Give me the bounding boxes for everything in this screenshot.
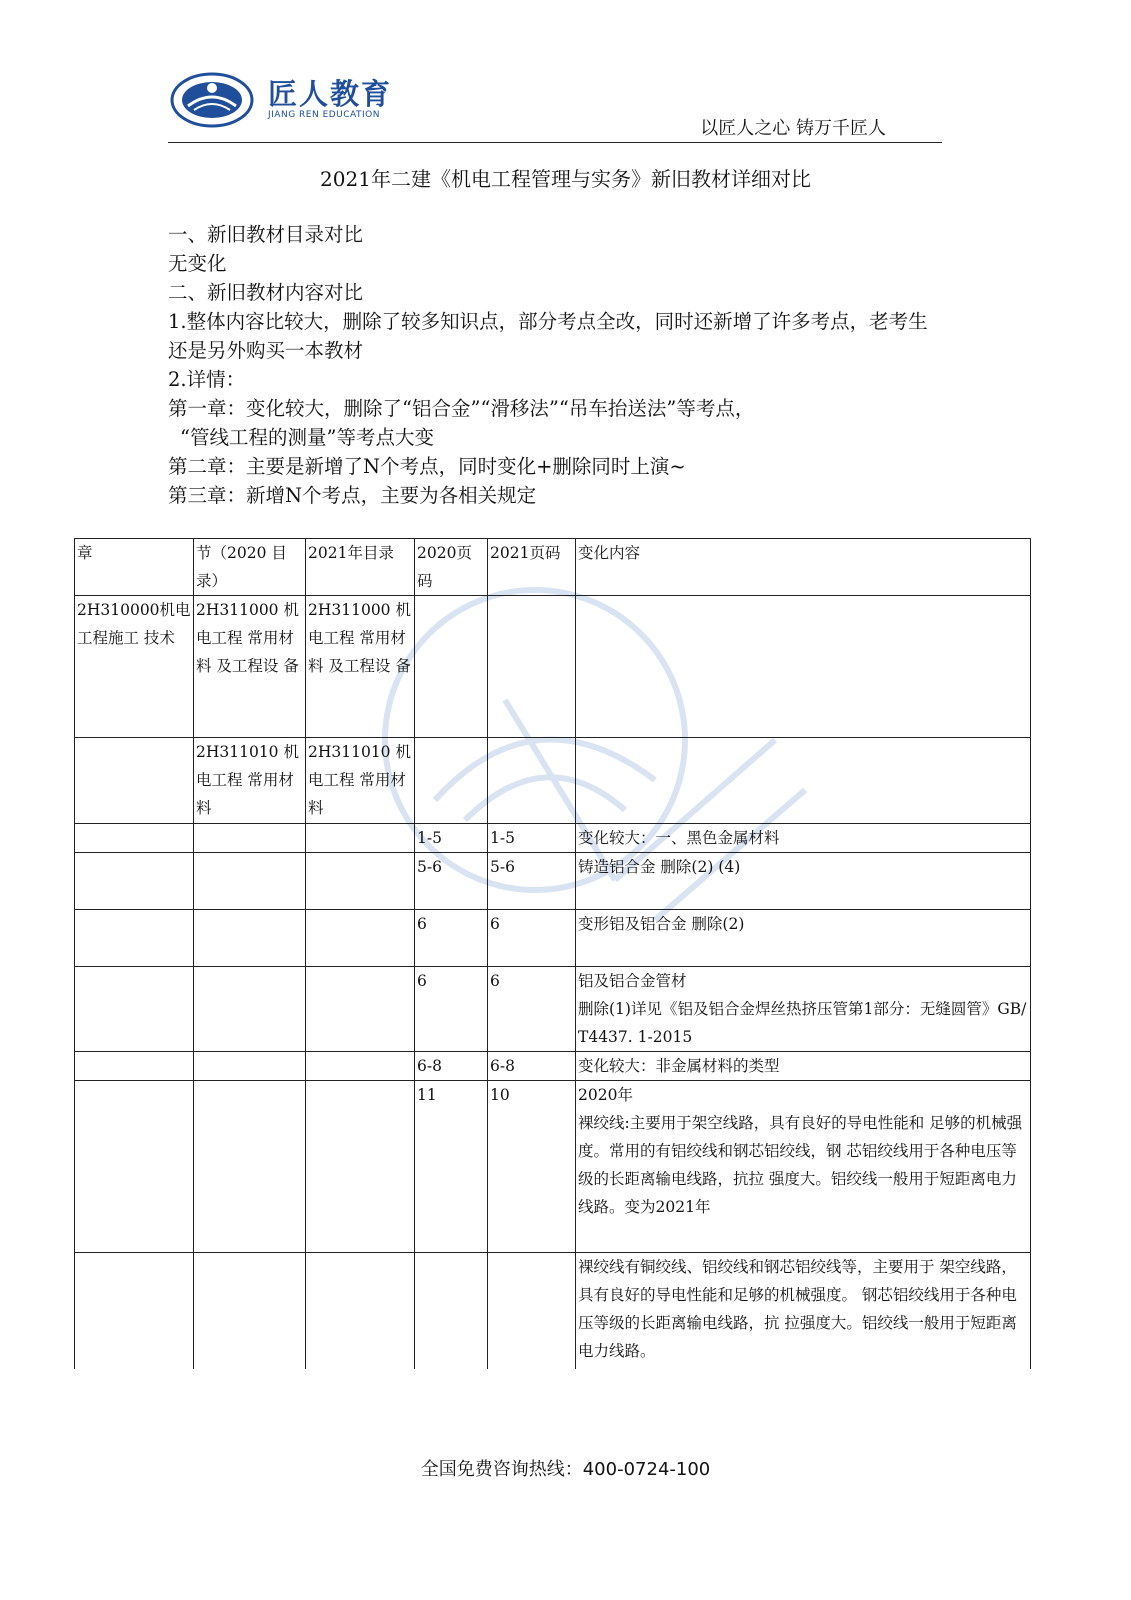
heading-content-compare: 二、新旧教材内容对比 [168, 281, 364, 304]
cell-page-2021: 10 [488, 1081, 576, 1253]
cell-section-2020 [194, 1052, 306, 1081]
logo-english: JIANG REN EDUCATION [268, 110, 380, 120]
table-header-row [75, 539, 1031, 596]
cell-page-2021 [488, 1253, 576, 1369]
hotline-footer: 全国免费咨询热线：400-0724-100 [420, 1459, 711, 1480]
cell-section-2020 [194, 967, 306, 1052]
cell-section-2020 [194, 1081, 306, 1253]
cell-page-2020: 6 [415, 910, 488, 967]
cell-change: 裸绞线有铜绞线、铝绞线和钢芯铝绞线等，主要用于 架空线路，具有良好的导电性能和足够的机械强度。 钢芯铝绞线用于各种电压等级的长距离输电线路，抗 拉强度大。铝绞线一般用于短距离电力线路。 [576, 1253, 1031, 1369]
logo-emblem [168, 66, 256, 130]
cell-chapter [75, 967, 194, 1052]
cell-section-2021 [306, 853, 415, 910]
cell-page-2021: 1-5 [488, 824, 576, 853]
overview-paragraph: 1.整体内容比较大，删除了较多知识点，部分考点全改，同时还新增了许多考点，老考生还是另外购买一本教材 [168, 310, 928, 362]
cell-section-2021 [306, 1052, 415, 1081]
cell-section-2020 [194, 853, 306, 910]
cell-page-2021 [488, 738, 576, 824]
cell-section-2021 [306, 824, 415, 853]
table-row [75, 967, 1031, 1052]
header-page-2021: 2021页码 [488, 539, 576, 596]
cell-page-2020: 1-5 [415, 824, 488, 853]
cell-page-2021: 6 [488, 967, 576, 1052]
table-row [75, 910, 1031, 967]
intro-section [168, 220, 938, 510]
cell-chapter [75, 1081, 194, 1253]
chapter1-summary: 第一章：变化较大，删除了“铝合金”“滑移法”“吊车抬送法”等考点， [168, 397, 755, 420]
cell-change: 2020年 裸绞线:主要用于架空线路，具有良好的导电性能和 足够的机械强度。常用的有铝绞线和钢芯铝绞线，钢 芯铝绞线用于各种电压等级的长距离输电线路，抗拉 强度大。铝绞线一般用于短距离电力线路。变为2021年 [576, 1081, 1031, 1253]
cell-page-2020: 6-8 [415, 1052, 488, 1081]
cell-section-2021 [306, 967, 415, 1052]
table-row [75, 824, 1031, 853]
cell-section-2020 [194, 910, 306, 967]
cell-section-2021 [306, 1081, 415, 1253]
cell-page-2020 [415, 738, 488, 824]
cell-page-2020: 5-6 [415, 853, 488, 910]
cell-section-2021 [306, 1253, 415, 1369]
table-row [75, 1081, 1031, 1253]
logo-name: 匠人教育 [268, 77, 393, 111]
cell-section-2021: 2H311010 机电工程 常用材料 [306, 738, 415, 824]
cell-section-2021: 2H311000 机电工程 常用材料 及工程设 备 [306, 596, 415, 738]
cell-chapter [75, 824, 194, 853]
cell-chapter [75, 738, 194, 824]
header-page-2020: 2020页码 [415, 539, 488, 596]
slogan: 以匠人之心 铸万千匠人 [700, 118, 886, 139]
header-divider [168, 142, 942, 143]
header-section-2021: 2021年目录 [306, 539, 415, 596]
cell-page-2020 [415, 1253, 488, 1369]
table-row [75, 1052, 1031, 1081]
header-chapter: 章 [75, 539, 194, 596]
comparison-table [74, 538, 1031, 1369]
cell-change: 铸造铝合金 删除(2) (4) [576, 853, 1031, 910]
page-header [168, 60, 942, 144]
cell-change: 铝及铝合金管材 删除(1)详见《铝及铝合金焊丝热挤压管第1部分：无缝圆管》GB/T4437. 1-2015 [576, 967, 1031, 1052]
table-row [75, 853, 1031, 910]
cell-page-2020: 6 [415, 967, 488, 1052]
table-row [75, 1253, 1031, 1369]
chapter2-summary: 第二章：主要是新增了N个考点，同时变化+删除同时上演~ [168, 455, 686, 478]
cell-section-2020: 2H311010 机电工程 常用材料 [194, 738, 306, 824]
table-row [75, 596, 1031, 738]
header-section-2020: 节（2020 目录） [194, 539, 306, 596]
cell-chapter [75, 853, 194, 910]
cell-chapter [75, 910, 194, 967]
cell-change [576, 596, 1031, 738]
cell-change: 变化较大：一、黑色金属材料 [576, 824, 1031, 853]
cell-section-2020 [194, 824, 306, 853]
chapter1-summary-cont: “管线工程的测量”等考点大变 [180, 426, 434, 449]
header-change: 变化内容 [576, 539, 1031, 596]
cell-section-2020: 2H311000 机电工程 常用材料 及工程设 备 [194, 596, 306, 738]
cell-change [576, 738, 1031, 824]
document-title: 2021年二建《机电工程管理与实务》新旧教材详细对比 [320, 167, 811, 191]
cell-page-2021: 5-6 [488, 853, 576, 910]
cell-chapter [75, 1052, 194, 1081]
cell-chapter: 2H310000机电工程施工 技术 [75, 596, 194, 738]
cell-change: 变化较大：非金属材料的类型 [576, 1052, 1031, 1081]
table-row [75, 738, 1031, 824]
chapter3-summary: 第三章：新增N个考点，主要为各相关规定 [168, 484, 537, 507]
cell-section-2020 [194, 1253, 306, 1369]
details-label: 2.详情： [168, 368, 246, 391]
cell-page-2020 [415, 596, 488, 738]
cell-chapter [75, 1253, 194, 1369]
catalog-compare-text: 无变化 [168, 252, 227, 275]
heading-catalog-compare: 一、新旧教材目录对比 [168, 223, 364, 246]
cell-page-2021 [488, 596, 576, 738]
cell-change: 变形铝及铝合金 删除(2) [576, 910, 1031, 967]
cell-page-2021: 6-8 [488, 1052, 576, 1081]
cell-section-2021 [306, 910, 415, 967]
comparison-table-container [74, 538, 1036, 1364]
cell-page-2020: 11 [415, 1081, 488, 1253]
cell-page-2021: 6 [488, 910, 576, 967]
